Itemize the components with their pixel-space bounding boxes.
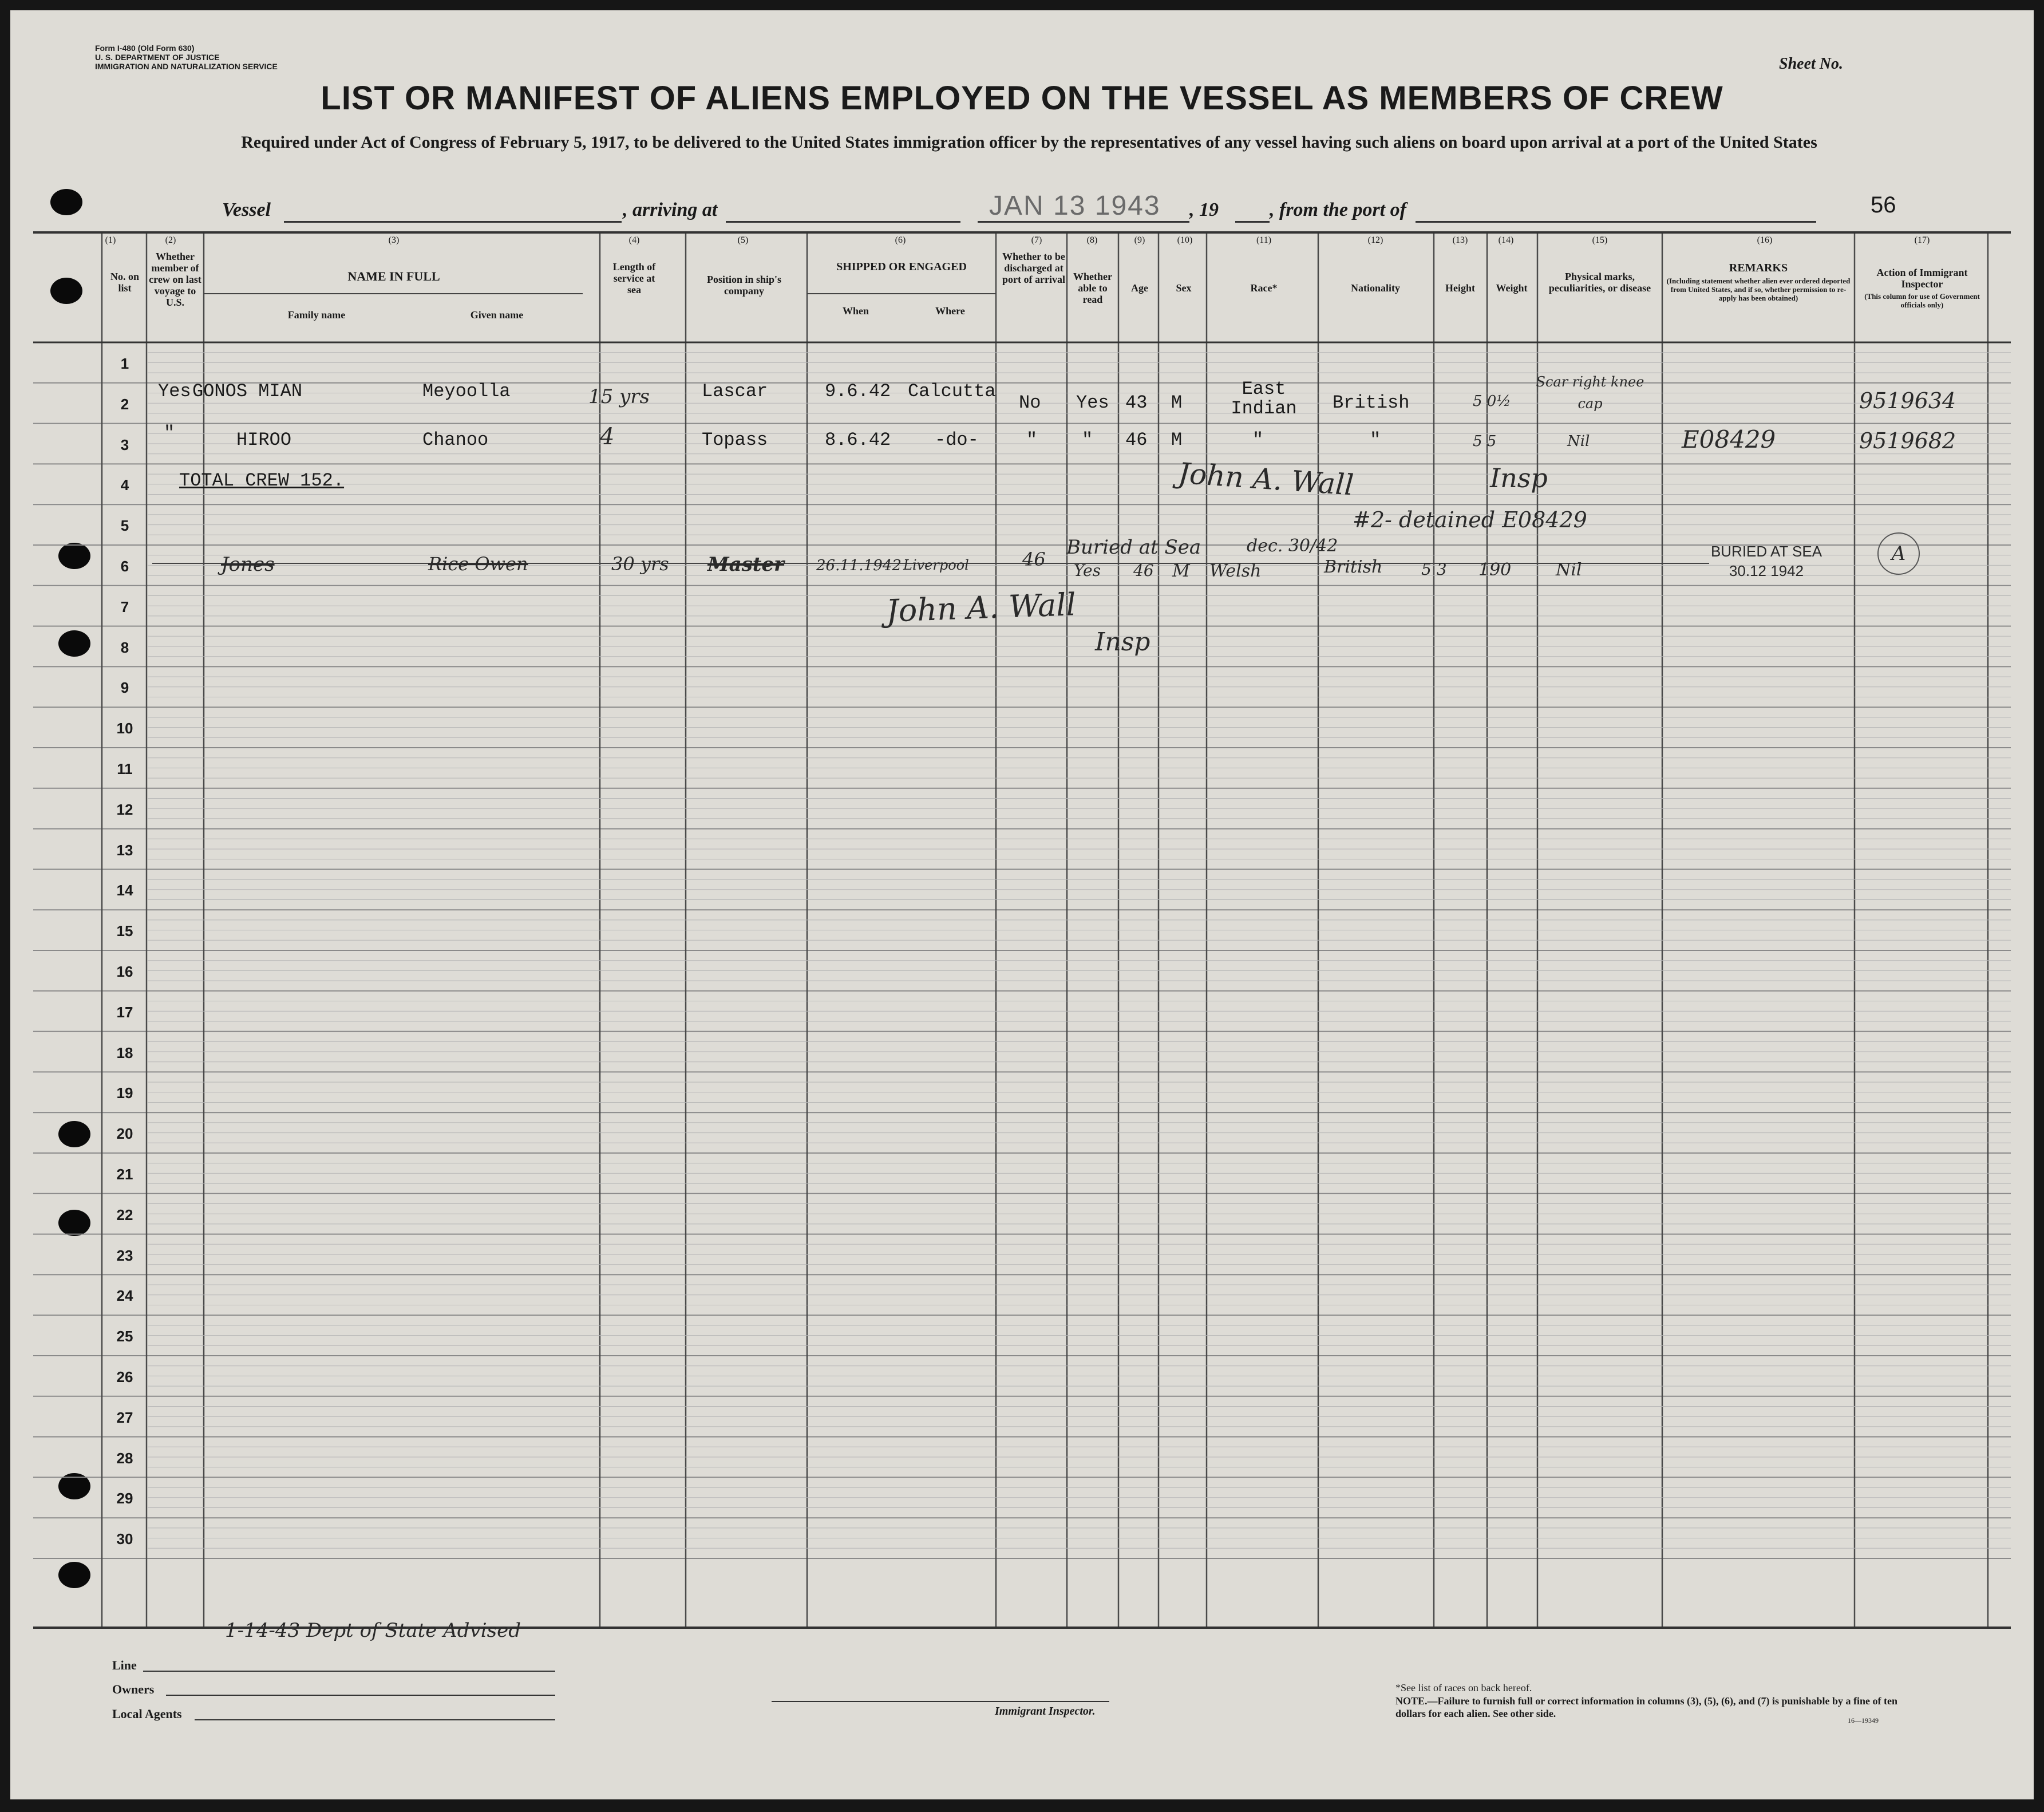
hdr-sex: Sex (1176, 282, 1192, 294)
line-label: Line (112, 1658, 137, 1672)
r1-read: Yes (1076, 392, 1109, 413)
inspector-signature-line (772, 1701, 1109, 1702)
r2-sex: M (1171, 429, 1183, 451)
r1-position: Lascar (702, 381, 768, 402)
r5-nationality: British (1324, 557, 1383, 577)
col-no-2: (2) (165, 235, 176, 245)
service-name: IMMIGRATION AND NATURALIZATION SERVICE (95, 62, 278, 71)
col-no-9: (9) (1134, 235, 1145, 245)
r1-given-name: Meyoolla (422, 381, 511, 402)
note-races: *See list of races on back hereof. (1395, 1682, 1532, 1693)
r2-height: 5 5 (1473, 433, 1497, 450)
col-no-6: (6) (895, 235, 906, 245)
r5-family-name: Jones (221, 553, 275, 576)
row-number: 22 (116, 1206, 133, 1223)
sheet-label: Sheet No. (1779, 55, 1843, 73)
hdr-when: When (842, 305, 869, 317)
r5-given-name: Rice Owen (428, 553, 528, 575)
r3-total-crew: TOTAL CREW 152. (179, 470, 345, 491)
from-port-label: , from the port of (1270, 199, 1406, 220)
r5-buried-at-sea: Buried at Sea (1066, 536, 1201, 559)
row-number: 15 (116, 922, 133, 940)
row-number: 4 (120, 476, 129, 494)
r2-length-service: 4 (600, 424, 615, 450)
owners-field (166, 1695, 555, 1696)
r5-action: A (1891, 542, 1906, 565)
row-number: 20 (116, 1125, 133, 1143)
col-no-4: (4) (628, 235, 640, 245)
page-number: 56 (1871, 192, 1896, 218)
r5-remarks: BURIED AT SEA 30.12 1942 (1710, 543, 1822, 579)
page-title: LIST OR MANIFEST OF ALIENS EMPLOYED ON THE VESSEL AS MEMBERS OF CREW (321, 80, 1723, 117)
r2-remarks: E08429 (1682, 425, 1776, 453)
r1-race: East Indian (1231, 378, 1297, 419)
r5-when: 26.11.1942 (816, 557, 902, 574)
r2-age: 46 (1125, 429, 1148, 451)
hdr-no-on-list: No. on list (110, 271, 139, 294)
row-number: 19 (116, 1084, 133, 1102)
col-no-8: (8) (1086, 235, 1098, 245)
arriving-label: , arriving at (623, 199, 718, 220)
hdr-discharged: Whether to be discharged at port of arrival (1002, 251, 1065, 285)
r2-discharge: " (1026, 429, 1038, 451)
r2-read: " (1082, 429, 1093, 451)
r1-prev-voyage: Yes (158, 381, 191, 402)
r2-race: " (1252, 429, 1264, 451)
hdr-family-name: Family name (287, 309, 346, 321)
r1-nationality: British (1333, 392, 1410, 413)
r1-when: 9.6.42 (825, 381, 891, 402)
row-number: 12 (116, 800, 133, 818)
inspector-signature-2: John A. Wall (885, 586, 1077, 629)
row-number: 29 (116, 1490, 133, 1507)
row-number: 7 (120, 598, 129, 615)
r5-read: Yes (1074, 561, 1101, 580)
col-no-17: (17) (1914, 235, 1930, 245)
manifest-sheet (10, 10, 2034, 1799)
hdr-given-name: Given name (470, 309, 524, 321)
row-number: 8 (120, 638, 129, 656)
hdr-action-inspector: Action of Immigrant Inspector (1876, 267, 1968, 290)
row-number: 14 (116, 882, 133, 899)
r5-physical-marks: Nil (1556, 560, 1582, 580)
r1-height: 5 0½ (1473, 393, 1511, 410)
col-no-13: (13) (1452, 235, 1468, 245)
row-number: 13 (116, 841, 133, 859)
col-no-5: (5) (737, 235, 749, 245)
year-label: , 19 (1189, 199, 1219, 220)
r5-age: 46 (1133, 561, 1154, 580)
r1-action: 9519634 (1859, 388, 1956, 413)
row-number: 23 (116, 1246, 133, 1264)
r5-weight: 190 (1478, 560, 1512, 580)
col-no-11: (11) (1256, 235, 1272, 245)
r5-age-left: 46 (1022, 548, 1046, 570)
local-agents-field (195, 1719, 555, 1720)
row-number: 17 (116, 1003, 133, 1021)
vessel-label: Vessel (222, 199, 271, 220)
owners-label: Owners (112, 1682, 155, 1696)
detained-note: #2- detained E08429 (1353, 507, 1587, 532)
row-number: 10 (116, 720, 133, 737)
r2-when: 8.6.42 (825, 429, 891, 451)
hdr-shipped-engaged: SHIPPED OR ENGAGED (836, 260, 967, 273)
r5-height: 5 3 (1421, 560, 1447, 579)
r2-given-name: Chanoo (422, 429, 489, 451)
row-number: 5 (120, 517, 129, 535)
hdr-weight: Weight (1496, 282, 1528, 294)
r5-length-service: 30 yrs (611, 553, 669, 575)
col-no-7: (7) (1031, 235, 1042, 245)
hdr-able-read: Whether able to read (1073, 271, 1112, 305)
row-number: 21 (116, 1166, 133, 1183)
immigrant-inspector-label: Immigrant Inspector. (995, 1705, 1096, 1718)
row-number: 26 (116, 1368, 133, 1385)
r1-physical-marks: Scar right knee cap (1536, 374, 1644, 412)
row-number: 24 (116, 1287, 133, 1305)
col-no-16: (16) (1757, 235, 1773, 245)
hdr-height: Height (1445, 282, 1475, 294)
row-number: 16 (116, 963, 133, 980)
hdr-where: Where (935, 305, 965, 317)
hdr-length-service: Length of service at sea (612, 261, 656, 295)
hdr-remarks: REMARKS (1729, 262, 1788, 274)
hdr-name-in-full: NAME IN FULL (347, 269, 440, 283)
row-number: 6 (120, 558, 129, 575)
row-number: 30 (116, 1530, 133, 1548)
r2-where: -do- (935, 429, 979, 451)
form-number: Form I-480 (Old Form 630) (95, 44, 195, 53)
hdr-age: Age (1131, 282, 1148, 294)
row-number: 27 (116, 1408, 133, 1426)
r1-length-service: 15 yrs (588, 385, 650, 408)
r2-family-name: HIROO (236, 429, 292, 451)
r2-action: 9519682 (1859, 428, 1956, 453)
r2-position: Topass (702, 429, 768, 451)
inspector-signature-1: John A. Wall (1177, 456, 1355, 502)
print-code: 16—19349 (1848, 1716, 1879, 1724)
row-number: 18 (116, 1044, 133, 1061)
r5-race: Welsh (1209, 561, 1262, 581)
page-subtitle: Required under Act of Congress of February 5, 1917, to be delivered to the United States immigration officer by the representatives of any vessel having such aliens on board upon arrival at a port of the United States (241, 133, 1817, 152)
hdr-position: Position in ship's company (706, 274, 782, 297)
row-number: 2 (120, 395, 129, 413)
hdr-race: Race* (1250, 282, 1278, 294)
r5-dec-date: dec. 30/42 (1247, 536, 1338, 556)
r1-age: 43 (1125, 392, 1148, 413)
hdr-action-note: (This column for use of Government officials only) (1864, 292, 1980, 309)
r5-where: Liverpool (903, 557, 969, 573)
row-number: 9 (120, 679, 129, 697)
col-no-3: (3) (388, 235, 400, 245)
row-number: 3 (120, 436, 129, 453)
hdr-physical-marks: Physical marks, peculiarities, or disease (1548, 271, 1651, 294)
dept-state-note: 1-14-43 Dept of State Advised (225, 1619, 521, 1642)
r1-family-name: GONOS MIAN (192, 381, 303, 402)
hdr-remarks-note: (Including statement whether alien ever ordered deported from United States, and if so, whether permission to re-apply has been obtained) (1666, 277, 1851, 302)
r2-prev-voyage: " (164, 423, 175, 444)
insp-label-1: Insp (1490, 463, 1548, 494)
r5-sex: M (1172, 561, 1190, 581)
insp-label-2: Insp (1095, 627, 1151, 657)
col-no-12: (12) (1367, 235, 1383, 245)
r1-where: Calcutta (908, 381, 996, 402)
row-number: 11 (117, 760, 133, 777)
col-no-14: (14) (1498, 235, 1514, 245)
r1-sex: M (1171, 392, 1183, 413)
row-number: 25 (116, 1328, 133, 1345)
date-stamp: JAN 13 1943 (989, 191, 1161, 221)
col-no-1: (1) (105, 235, 116, 245)
line-field (143, 1671, 555, 1672)
hdr-nationality: Nationality (1350, 282, 1400, 294)
note-penalty: NOTE.—Failure to furnish full or correct information in columns (3), (5), (6), and (7) is punishable by a fine of ten dollars for each alien. See other side. (1395, 1695, 1898, 1719)
hdr-prev-voyage: Whether member of crew on last voyage to U.S. (149, 251, 201, 308)
col-no-15: (15) (1592, 235, 1608, 245)
row-number: 28 (116, 1449, 133, 1467)
row-number: 1 (120, 355, 129, 372)
department: U. S. DEPARTMENT OF JUSTICE (95, 53, 220, 62)
r2-physical-marks: Nil (1567, 433, 1590, 450)
r2-nationality: " (1370, 429, 1381, 451)
r1-discharge: No (1019, 392, 1041, 413)
local-agents-label: Local Agents (112, 1707, 182, 1721)
col-no-10: (10) (1177, 235, 1193, 245)
r5-action-seal (1877, 532, 1920, 575)
r5-position: Master (707, 553, 785, 576)
